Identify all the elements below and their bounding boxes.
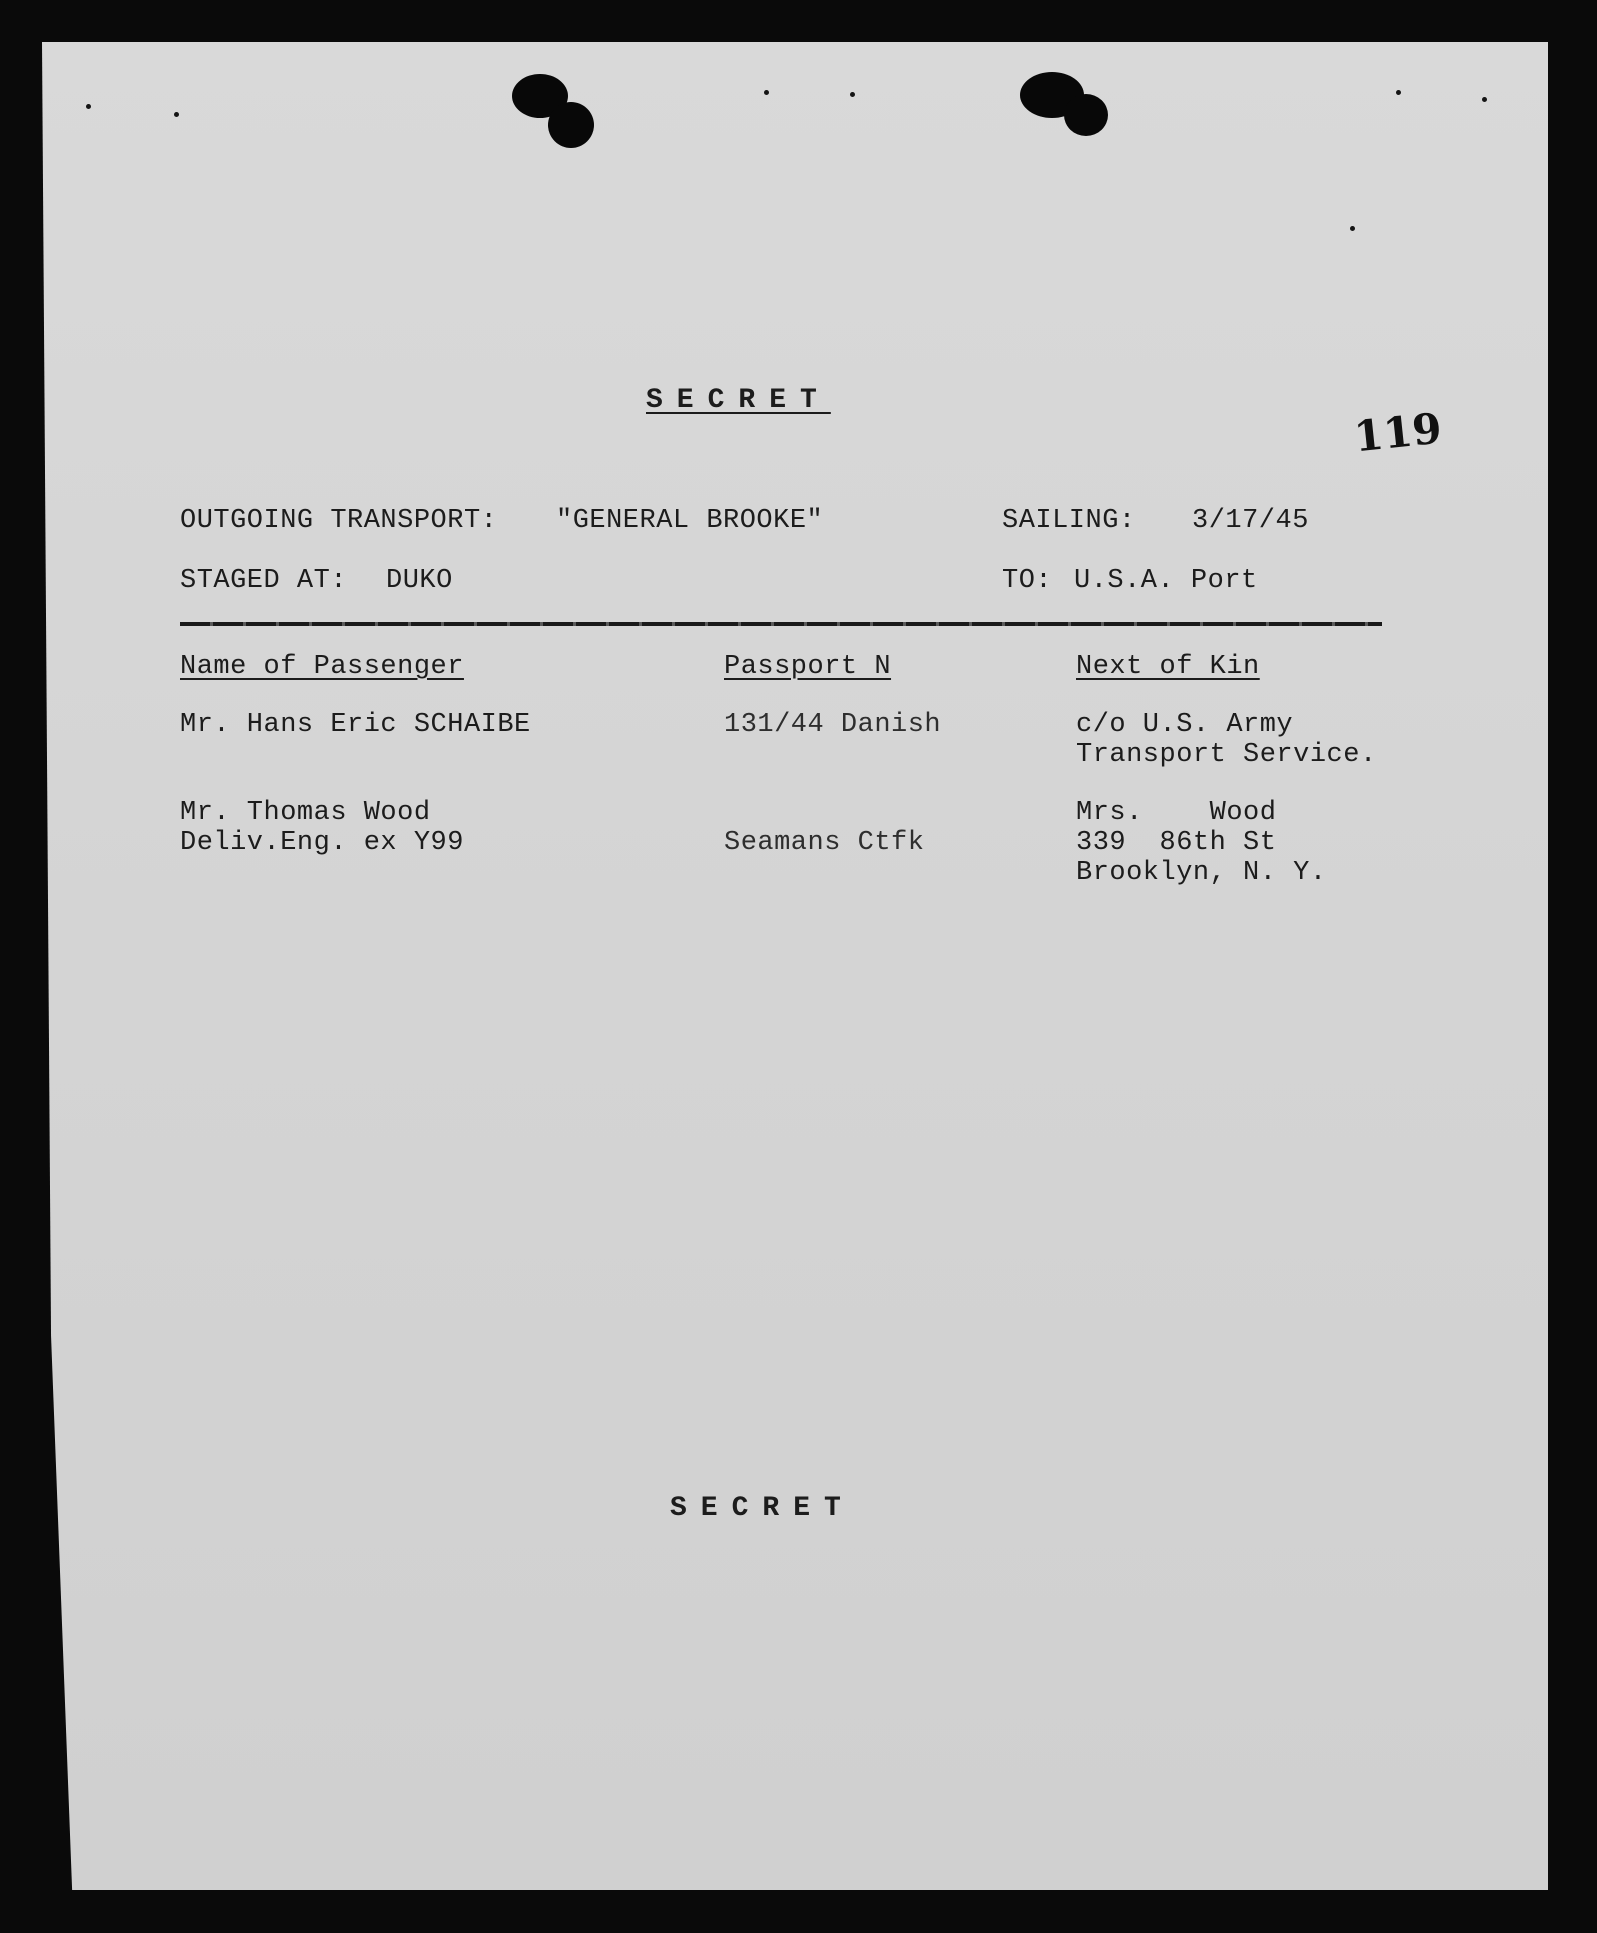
staged-at: DUKO	[386, 566, 453, 596]
document-page	[42, 42, 1548, 1890]
row-2-kin-line2: 339 86th St	[1076, 828, 1277, 858]
row-1-kin-line1: c/o U.S. Army	[1076, 710, 1294, 740]
row-1-kin-line2: Transport Service.	[1076, 740, 1377, 770]
speck	[1350, 226, 1355, 231]
classification-header: SECRET	[646, 385, 831, 416]
sailing-date: 3/17/45	[1192, 506, 1309, 536]
row-2-kin-line1: Mrs. Wood	[1076, 798, 1277, 828]
destination: U.S.A. Port	[1074, 566, 1258, 596]
punch-hole-left-blot	[548, 102, 594, 148]
speck	[850, 92, 855, 97]
row-2-name-line1: Mr. Thomas Wood	[180, 798, 431, 828]
speck	[764, 90, 769, 95]
punch-hole-right-blot	[1064, 94, 1108, 136]
transport-label: OUTGOING TRANSPORT:	[180, 506, 498, 536]
row-2-passport: Seamans Ctfk	[724, 828, 925, 858]
column-header-name: Name of Passenger	[180, 652, 464, 682]
row-1-name: Mr. Hans Eric SCHAIBE	[180, 710, 531, 740]
separator-rule	[180, 622, 1382, 626]
row-2-name-line2: Deliv.Eng. ex Y99	[180, 828, 464, 858]
column-header-passport: Passport N	[724, 652, 892, 682]
speck	[1396, 90, 1401, 95]
row-2-kin-line3: Brooklyn, N. Y.	[1076, 858, 1327, 888]
speck	[1482, 97, 1487, 102]
speck	[174, 112, 179, 117]
staged-label: STAGED AT:	[180, 566, 348, 596]
to-label: TO:	[1002, 566, 1053, 596]
row-1-passport: 131/44 Danish	[724, 710, 942, 740]
page-number: 119	[1351, 403, 1444, 462]
classification-footer: SECRET	[670, 1493, 855, 1524]
column-header-next-of-kin: Next of Kin	[1076, 652, 1260, 682]
sailing-label: SAILING:	[1002, 506, 1136, 536]
transport-name: "GENERAL BROOKE"	[556, 506, 824, 536]
speck	[86, 104, 91, 109]
